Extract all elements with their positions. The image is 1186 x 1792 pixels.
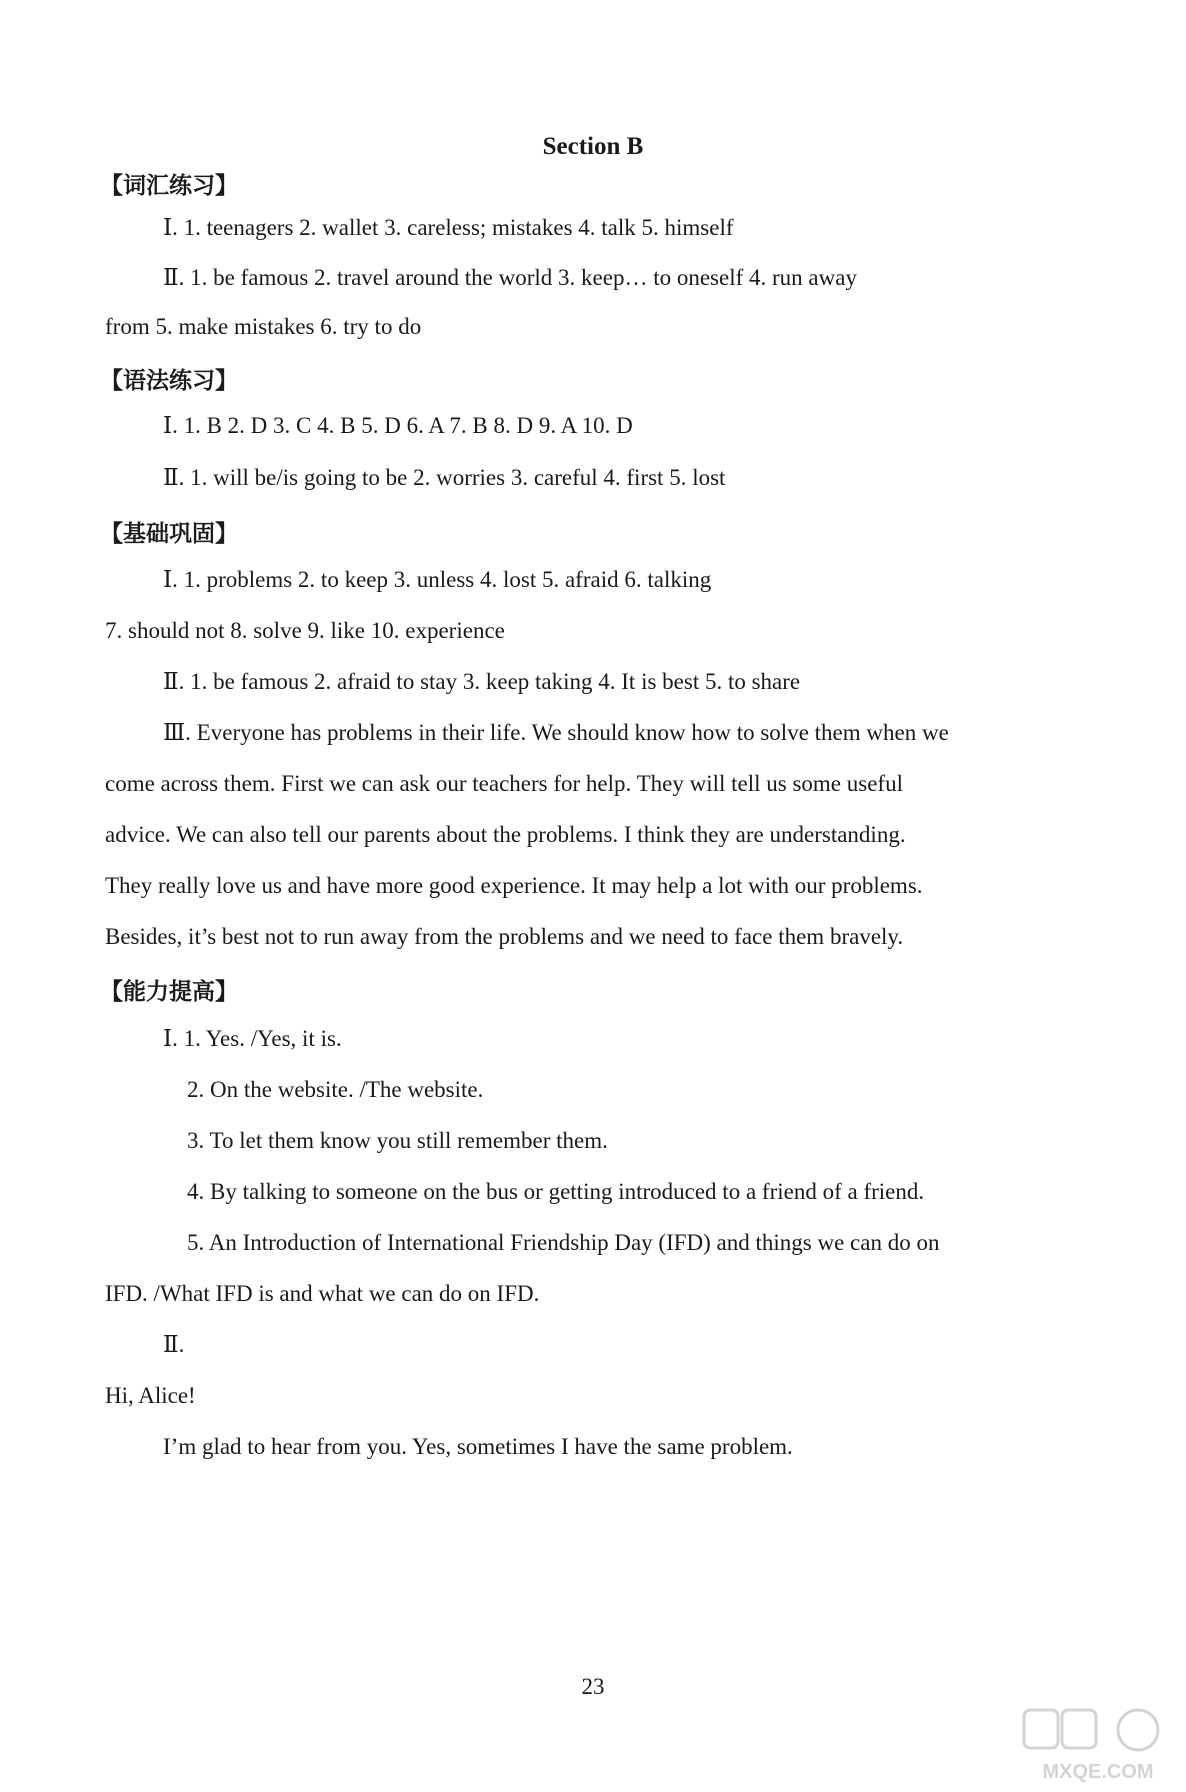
watermark-logo — [1018, 1706, 1178, 1786]
heading-ability: 【能力提高】 — [100, 979, 238, 1005]
ability-I-3: 3. To let them know you still remember them. — [187, 1128, 608, 1153]
vocab-II-b: from 5. make mistakes 6. try to do — [105, 314, 422, 339]
grammar-I: Ⅰ. 1. B 2. D 3. C 4. B 5. D 6. A 7. B 8. D 9. A 10. D — [163, 413, 633, 438]
heading-grammar: 【语法练习】 — [100, 368, 238, 394]
page-number: 23 — [581, 1674, 605, 1699]
basic-III-line-1: Ⅲ. Everyone has problems in their life. We should know how to solve them when we — [163, 720, 949, 745]
basic-I-b: 7. should not 8. solve 9. like 10. experience — [105, 618, 505, 643]
ability-I-4: 4. By talking to someone on the bus or getting introduced to a friend of a friend. — [187, 1179, 925, 1204]
basic-III-line-4: They really love us and have more good experience. It may help a lot with our problems. — [105, 873, 923, 898]
grammar-II: Ⅱ. 1. will be/is going to be 2. worries 3. careful 4. first 5. lost — [163, 465, 726, 490]
letter-greeting: Hi, Alice! — [105, 1383, 196, 1408]
basic-II: Ⅱ. 1. be famous 2. afraid to stay 3. keep taking 4. It is best 5. to share — [163, 669, 801, 694]
basic-III-line-2: come across them. First we can ask our teachers for help. They will tell us some useful — [105, 771, 903, 796]
ability-II: Ⅱ. — [163, 1332, 185, 1357]
vocab-I: Ⅰ. 1. teenagers 2. wallet 3. careless; mistakes 4. talk 5. himself — [163, 215, 734, 240]
ability-I-5b: IFD. /What IFD is and what we can do on IFD. — [105, 1281, 540, 1306]
vocab-II-a: Ⅱ. 1. be famous 2. travel around the world 3. keep… to oneself 4. run away — [163, 265, 857, 290]
section-title: Section B — [542, 133, 644, 160]
heading-basic: 【基础巩固】 — [100, 521, 238, 547]
ability-I-1: Ⅰ. 1. Yes. /Yes, it is. — [163, 1026, 342, 1051]
basic-I-a: Ⅰ. 1. problems 2. to keep 3. unless 4. lost 5. afraid 6. talking — [163, 567, 712, 592]
basic-III-line-5: Besides, it’s best not to run away from the problems and we need to face them bravely. — [105, 924, 904, 949]
ability-I-2: 2. On the website. /The website. — [187, 1077, 484, 1102]
basic-III-line-3: advice. We can also tell our parents about the problems. I think they are understanding. — [105, 822, 906, 847]
heading-vocab: 【词汇练习】 — [100, 173, 238, 199]
watermark-text: MXQE.COM — [1042, 1761, 1154, 1783]
ability-I-5a: 5. An Introduction of International Friendship Day (IFD) and things we can do on — [187, 1230, 940, 1255]
letter-line-1: I’m glad to hear from you. Yes, sometimes I have the same problem. — [163, 1434, 793, 1459]
